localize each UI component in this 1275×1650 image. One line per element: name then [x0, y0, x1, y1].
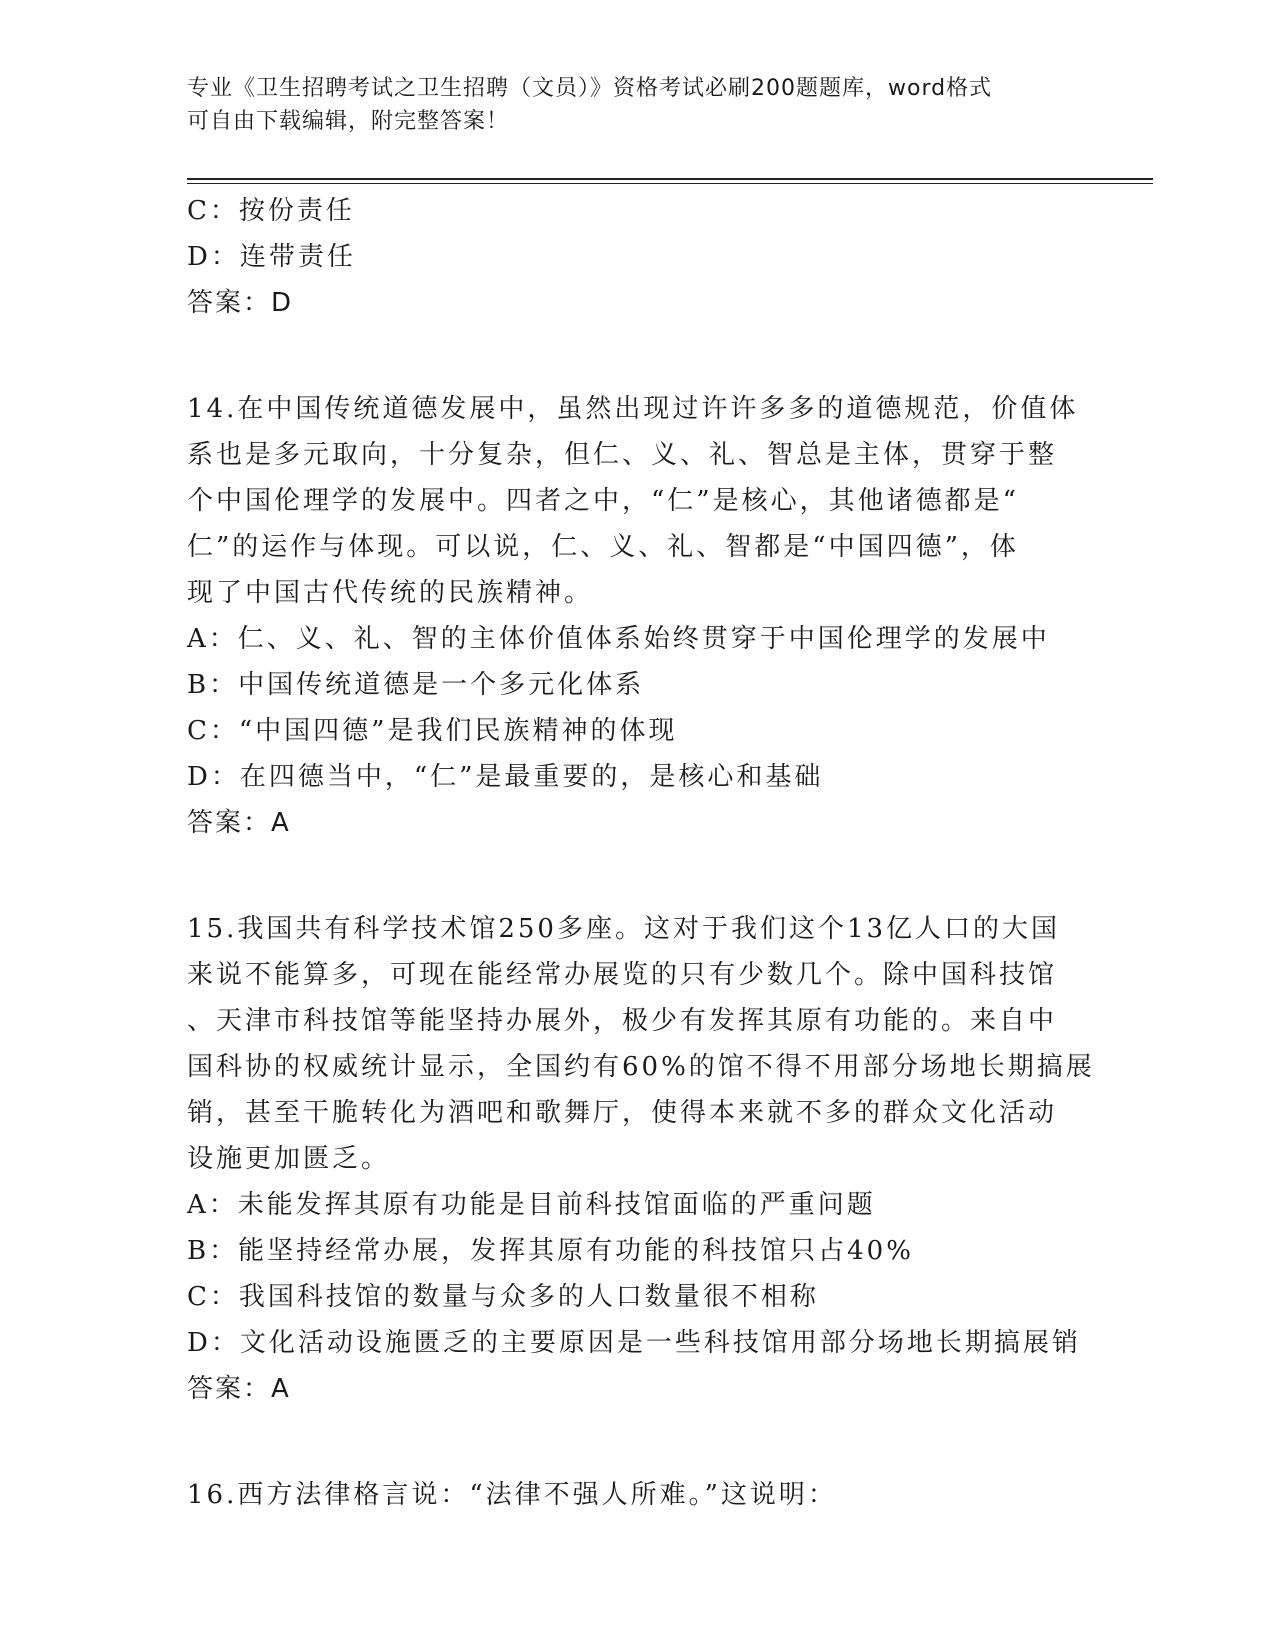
option-a: A：仁、义、礼、智的主体价值体系始终贯穿于中国伦理学的发展中 — [187, 624, 1050, 654]
answer-line: 答案：A — [187, 1374, 291, 1404]
stem-line: 14.在中国传统道德发展中，虽然出现过许许多多的道德规范，价值体 — [187, 394, 1079, 424]
stem-line: 系也是多元取向，十分复杂，但仁、义、礼、智总是主体，贯穿于整 — [187, 440, 1058, 470]
option-d: D：文化活动设施匮乏的主要原因是一些科技馆用部分场地长期搞展销 — [187, 1328, 1081, 1358]
stem-line: 个中国伦理学的发展中。四者之中，“仁”是核心，其他诸德都是“ — [187, 486, 1019, 516]
answer-line: 答案：D — [187, 288, 294, 318]
question-14 — [187, 386, 1087, 846]
question-stem — [187, 386, 1087, 616]
question-13 — [187, 188, 1087, 326]
option-c: C：按份责任 — [187, 196, 355, 226]
header-divider-thin — [187, 183, 1153, 184]
option-d: D：在四德当中，“仁”是最重要的，是核心和基础 — [187, 762, 824, 792]
stem-line: 销，甚至干脆转化为酒吧和歌舞厅，使得本来就不多的群众文化活动 — [187, 1098, 1058, 1128]
header-title-line-1: 专业《卫生招聘考试之卫生招聘（文员）》资格考试必刷200题题库，word格式 — [187, 76, 993, 101]
stem-line: 国科协的权威统计显示，全国约有60%的馆不得不用部分场地长期搞展 — [187, 1052, 1095, 1082]
question-stem: 16.西方法律格言说：“法律不强人所难。”这说明： — [187, 1480, 837, 1510]
stem-line: 现了中国古代传统的民族精神。 — [187, 578, 594, 608]
stem-line: 15.我国共有科学技术馆250多座。这对于我们这个13亿人口的大国 — [187, 914, 1061, 944]
page-header — [187, 72, 1067, 138]
option-c: C：“中国四德”是我们民族精神的体现 — [187, 716, 678, 746]
option-b: B：中国传统道德是一个多元化体系 — [187, 670, 645, 700]
option-c: C：我国科技馆的数量与众多的人口数量很不相称 — [187, 1282, 819, 1312]
header-title-line-2: 可自由下载编辑，附完整答案！ — [187, 109, 510, 134]
option-b: B：能坚持经常办展，发挥其原有功能的科技馆只占40% — [187, 1236, 914, 1266]
header-divider-thick — [187, 178, 1153, 180]
option-a: A：未能发挥其原有功能是目前科技馆面临的严重问题 — [187, 1190, 876, 1220]
question-content — [187, 188, 1095, 1518]
question-15 — [187, 906, 1095, 1412]
stem-line: 来说不能算多，可现在能经常办展览的只有少数几个。除中国科技馆 — [187, 960, 1058, 990]
stem-line: 、天津市科技馆等能坚持办展外，极少有发挥其原有功能的。来自中 — [187, 1006, 1058, 1036]
question-stem — [187, 906, 1095, 1182]
question-16 — [187, 1472, 1087, 1518]
stem-line: 设施更加匮乏。 — [187, 1144, 391, 1174]
stem-line: 仁”的运作与体现。可以说，仁、义、礼、智都是“中国四德”，体 — [187, 532, 1019, 562]
answer-line: 答案：A — [187, 808, 291, 838]
option-d: D：连带责任 — [187, 242, 356, 272]
